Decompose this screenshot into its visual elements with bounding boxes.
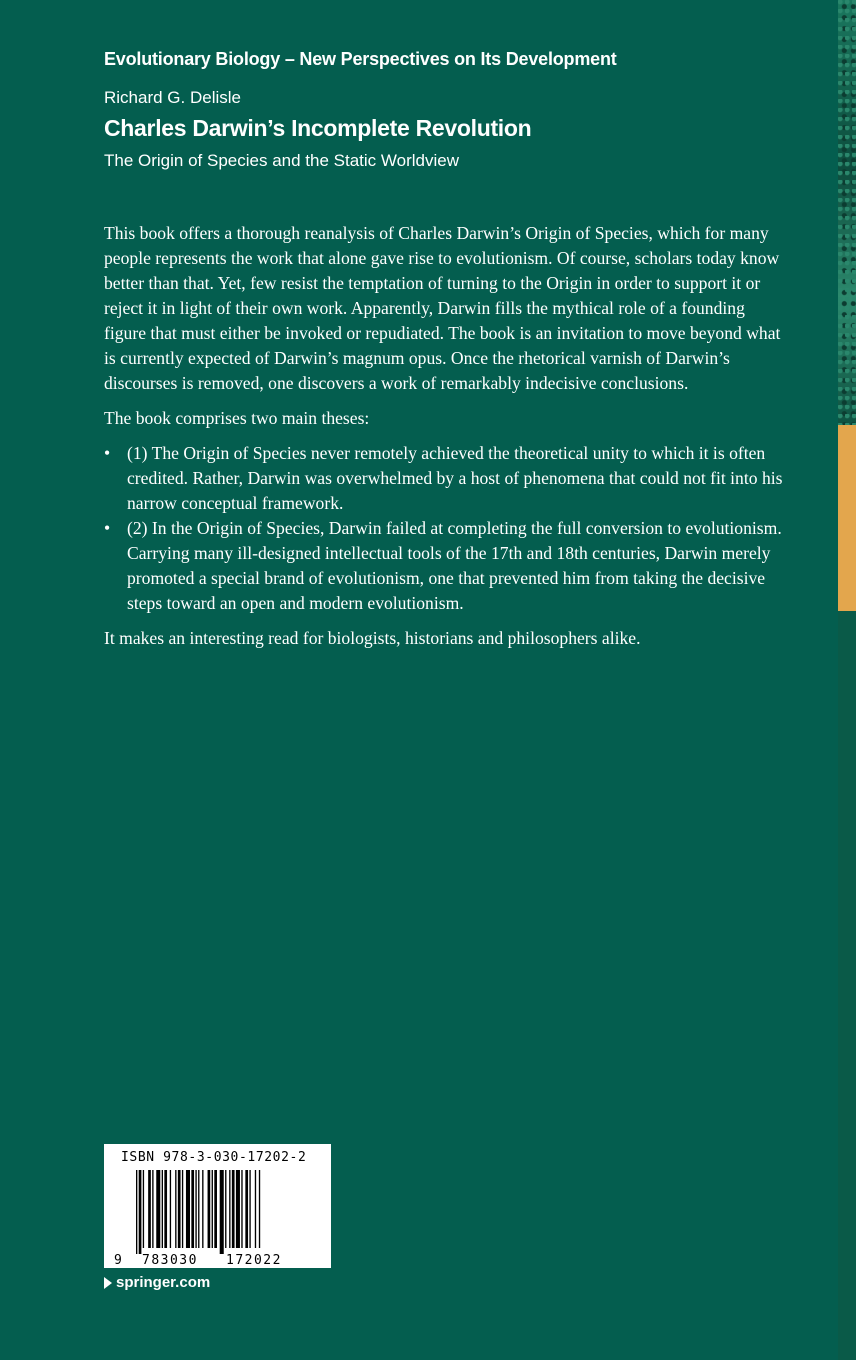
barcode-bar [245,1170,248,1248]
series-title: Evolutionary Biology – New Perspectives on Its Development [104,49,617,69]
barcode-icon [104,1144,331,1268]
barcode-bar [225,1170,226,1248]
barcode-bar [191,1170,194,1248]
thesis-text: (1) The Origin of Species never remotely achieved the theoretical unity to which it is often credited. Rather, Darwin was overwhelmed by a host of phenomena that could not fit into his narrow conceptual framework. [127,443,783,513]
barcode-digits-right: 172022 [226,1253,282,1268]
barcode-bar [198,1170,199,1248]
barcode-bar [170,1170,171,1248]
barcode-bar [136,1170,137,1254]
bullet-icon: • [104,443,111,463]
barcode-bar [259,1170,260,1248]
barcode-bar [143,1170,144,1248]
barcode-bar [232,1170,235,1248]
barcode-bar [220,1170,224,1254]
barcode-bar [208,1170,211,1248]
cover-header [104,45,804,173]
book-title: Charles Darwin’s Incomplete Revolution [104,115,532,141]
thesis-text: (2) In the Origin of Species, Darwin failed at completing the full conversion to evolutionism. Carrying many ill-designed intellectual tools of the 17th and 18th centuries, Darwin merely promoted a special brand of evolutionism, one that prevented him from taking the decisive steps toward an open and modern evolutionism. [127,518,782,613]
book-subtitle: The Origin of Species and the Static Worldview [104,151,459,170]
blurb [104,221,790,651]
barcode-bar [241,1170,242,1248]
barcode-bar [156,1170,160,1248]
spine-accent-bar [838,425,856,611]
barcode-bar [212,1170,213,1248]
bullet-icon: • [104,518,111,538]
barcode-bar [236,1170,240,1248]
barcode-digit-first: 9 [114,1253,122,1268]
barcode-bar [175,1170,176,1248]
barcode-bar [152,1170,153,1248]
isbn-barcode [104,1144,331,1268]
isbn-label: ISBN 978-3-030-17202-2 [121,1150,307,1165]
theses-list [104,441,790,616]
barcode-digits-left: 783030 [142,1253,198,1268]
barcode-bar [139,1170,142,1254]
thesis-item [104,441,790,516]
thesis-item [104,516,790,616]
barcode-bar [182,1170,183,1248]
barcode-bar [255,1170,256,1248]
barcode-bar [178,1170,181,1248]
barcode-bar [229,1170,230,1248]
barcode-bar [202,1170,203,1248]
barcode-bar [164,1170,167,1248]
barcode-bar [249,1170,250,1248]
blurb-intro-paragraph: This book offers a thorough reanalysis of Charles Darwin’s Origin of Species, which for many people represents the work that alone gave rise to evolutionism. Of course, scholars today know better than that. Yet, few resist the temptation of turning to the Origin in order to support it or reject it in light of their own work. Apparently, Darwin fills the mythical role of a founding figure that must either be invoked or repudiated. The book is an invitation to move beyond what is currently expected of Darwin’s magnum opus. Once the rhetorical varnish of Darwin’s discourses is removed, one discovers a work of remarkably indecisive conclusions. [104,223,781,393]
author-name: Richard G. Delisle [104,88,241,107]
publisher-url: springer.com [116,1274,211,1291]
barcode-bar [148,1170,151,1248]
barcode-bar [162,1170,163,1248]
barcode-bar [186,1170,190,1248]
spine-image-strip [838,0,856,425]
publisher-link[interactable] [104,1274,210,1291]
arrow-right-icon [104,1277,112,1289]
barcode-bar [195,1170,196,1248]
barcode-bar [214,1170,217,1248]
closing-paragraph: It makes an interesting read for biologists, historians and philosophers alike. [104,628,641,648]
theses-intro: The book comprises two main theses: [104,408,370,428]
